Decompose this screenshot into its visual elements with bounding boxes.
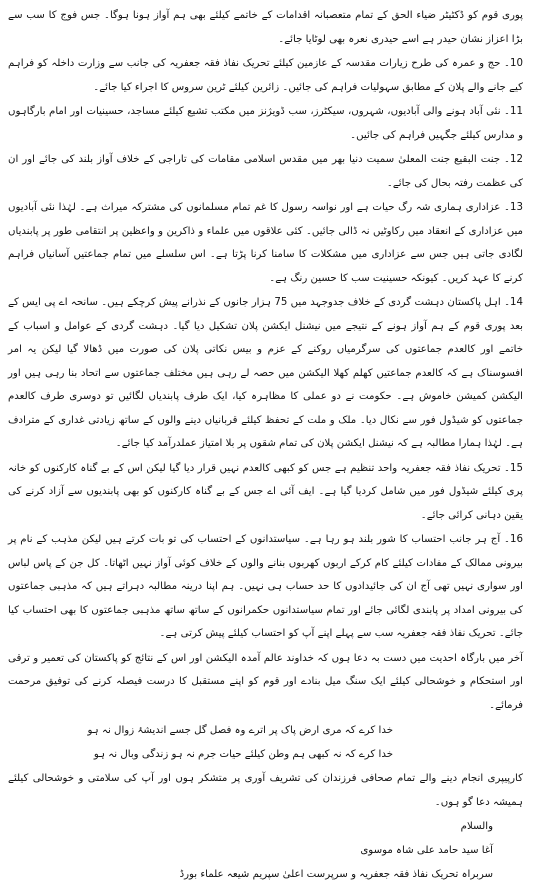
signature-block <box>8 815 523 887</box>
signature-name: آغا سید حامد علی شاہ موسوی <box>360 845 493 856</box>
paragraph-16: 16۔ آج ہر جانب احتساب کا شور بلند ہو رہا ہے۔ سیاستدانوں کے احتساب کی تو بات کرتے ہیں لیکن مذہب کے نام پر بیرونی ممالک کے مفادات کیلئے کام کرکے اربوں کھربوں بنانے والوں کے خلاف کوئی آواز نہیں اٹھاتا۔ کل جن کے پاس لباس اور سواری نہیں تھی آج ان کی جائیدادوں کا حد حساب ہی نہیں۔ ہم اپنا درینہ مطالبہ دہراتے ہیں کہ مذہبی جماعتوں کی بیرونی امداد پر پابندی لگائی جائے اور تمام سیاستدانوں حکمرانوں کے ساتھ ساتھ مذہبی جماعتوں کا بھی احتساب کیا جائے۔ تحریک نفاذ فقہ جعفریہ سب سے پہلے اپنے آپ کو احتساب کیلئے پیش کرتی ہے۔ <box>8 534 523 639</box>
signature-salutation: والسلام <box>460 821 493 832</box>
paragraph-15: 15۔ تحریک نفاذ فقہ جعفریہ واحد تنظیم ہے جس کو کبھی کالعدم نہیں قرار دیا گیا لیکن اس کے بے گناہ کارکنوں کو خانہ پری کیلئے شیڈول فور میں شامل کردیا گیا ہے۔ ایف آئی اے جس کے بے گناہ کارکنوں کو بھی پابندیوں سے آزاد کرنے کی یقین دہانی کرائی جائے۔ <box>8 462 523 521</box>
paragraph-14: 14۔ اہل پاکستان دہشت گردی کے خلاف جدوجہد میں 75 ہزار جانوں کے نذرانے پیش کرچکے ہیں۔ سانحہ اے پی ایس کے بعد پوری قوم کے ہم آواز ہونے کے نتیجے میں نیشنل ایکشن پلان تشکیل دیا گیا۔ دہشت گردی کے عوامل و اسباب کے خاتمے اور کالعدم جماعتوں کی سرگرمیاں روکنے کے عزم و بیس نکاتی پلان کی صورت میں ڈھالا گیا لیکن یہ امر افسوسناک ہے کہ کالعدم جماعتیں کھلم کھلا الیکشن میں حصہ لے رہی ہیں مختلف جماعتوں سے اتحاد بنا رہی ہیں اور الیکشن کمیشن خاموش ہے۔ حکومت نے دو عملی کا مظاہرہ کیا، ایک طرف پابندیاں لگائیں تو دوسری طرف کالعدم جماعتوں کو شیڈول فور سے نکال دیا۔ ملک و ملت کے تحفظ کیلئے قربانیاں دینے والوں کے ساتھ زیادتی غداری کے مترادف ہے۔ لہٰذا ہمارا مطالبہ ہے کہ نیشنل ایکشن پلان کی تمام شقوں پر بلا امتیاز عملدرآمد کیا جائے۔ <box>8 297 524 449</box>
paragraph-13: 13۔ عزاداری ہماری شہ رگ حیات ہے اور نواسہ رسول کا غم تمام مسلمانوں کی مشترکہ میراث ہے۔ لہٰذا نئی آبادیوں میں عزاداری کے انعقاد میں رکاوٹیں نہ ڈالی جائیں۔ کئی علاقوں میں علماء و ذاکرین و واعظین پر انتقامی طور پر پابندیاں لگادی جاتی ہیں جس سے عزاداری میں مشکلات کا سامنا کرنا پڑتا ہے۔ اس سلسلے میں تمام جماعتیں آسانیاں فراہم کرنے کا عہد کریں۔ کیونکہ حسینیت سب کا حسین رنگ ہے۔ <box>8 202 523 284</box>
paragraph-12: 12۔ جنت البقیع جنت المعلیٰ سمیت دنیا بھر میں مقدس اسلامی مقامات کی تاراجی کے خلاف آواز بلند کی جائے اور ان کی عظمت رفتہ بحال کی جائے۔ <box>8 154 523 189</box>
poem <box>8 719 523 767</box>
closing-note: کارپیپری انجام دینے والے تمام صحافی فرزندان کی تشریف آوری پر متشکر ہوں اور آپ کی سلامتی و خوشحالی کیلئے ہمیشہ دعا گو ہوں۔ <box>8 773 523 808</box>
paragraph-intro: پوری قوم کو ڈکٹیٹر ضیاء الحق کے تمام متعصبانہ اقدامات کے خاتمے کیلئے بھی ہم آواز ہونا ہوگا۔ جس فوج کا سب سے بڑا اعزاز نشان حیدر ہے اسے حیدری نعرہ بھی لوٹایا جائے۔ <box>8 10 523 45</box>
signature-title: سربراہ تحریک نفاذ فقہ جعفریہ و سرپرست اعلیٰ سپریم شیعہ علماء بورڈ <box>179 869 493 880</box>
paragraph-11: 11۔ نئی آباد ہونے والی آبادیوں، شہروں، سیکٹرز، سب ڈویژنز میں مکتب تشیع کیلئے مساجد، حسینیات اور امام بارگاہوں و مدارس کیلئے جگہیں فراہم کی جائیں۔ <box>8 106 523 141</box>
poem-line: خدا کرے کہ مری ارض پاک پر اترے وہ فصل گل جسے اندیشۂ زوال نہ ہو <box>87 725 393 736</box>
paragraph-prayer: آخر میں بارگاہ احدیت میں دست بہ دعا ہوں کہ خداوند عالم آمدہ الیکشن اور اس کے نتائج کو پاکستان کی تعمیر و ترقی اور استحکام و خوشحالی کیلئے ایک سنگ میل بنادے اور قوم کو اپنے مستقبل کا درست فیصلہ کرنے کی توفیق مرحمت فرمائے۔ <box>8 652 523 711</box>
paragraph-10: 10۔ حج و عمرہ کی طرح زیارات مقدسہ کے عازمین کیلئے تحریک نفاذ فقہ جعفریہ کی جانب سے وزارت داخلہ کو فراہم کیے جانے والے پلان کے مطابق سہولیات فراہم کی جائیں۔ زائرین کیلئے ٹرین سروس کا اجراء کیا جائے۔ <box>8 58 523 93</box>
poem-line: خدا کرے کہ نہ کبھی ہم وطن کیلئے حیات جرم نہ ہو زندگی وبال نہ ہو <box>93 749 393 760</box>
